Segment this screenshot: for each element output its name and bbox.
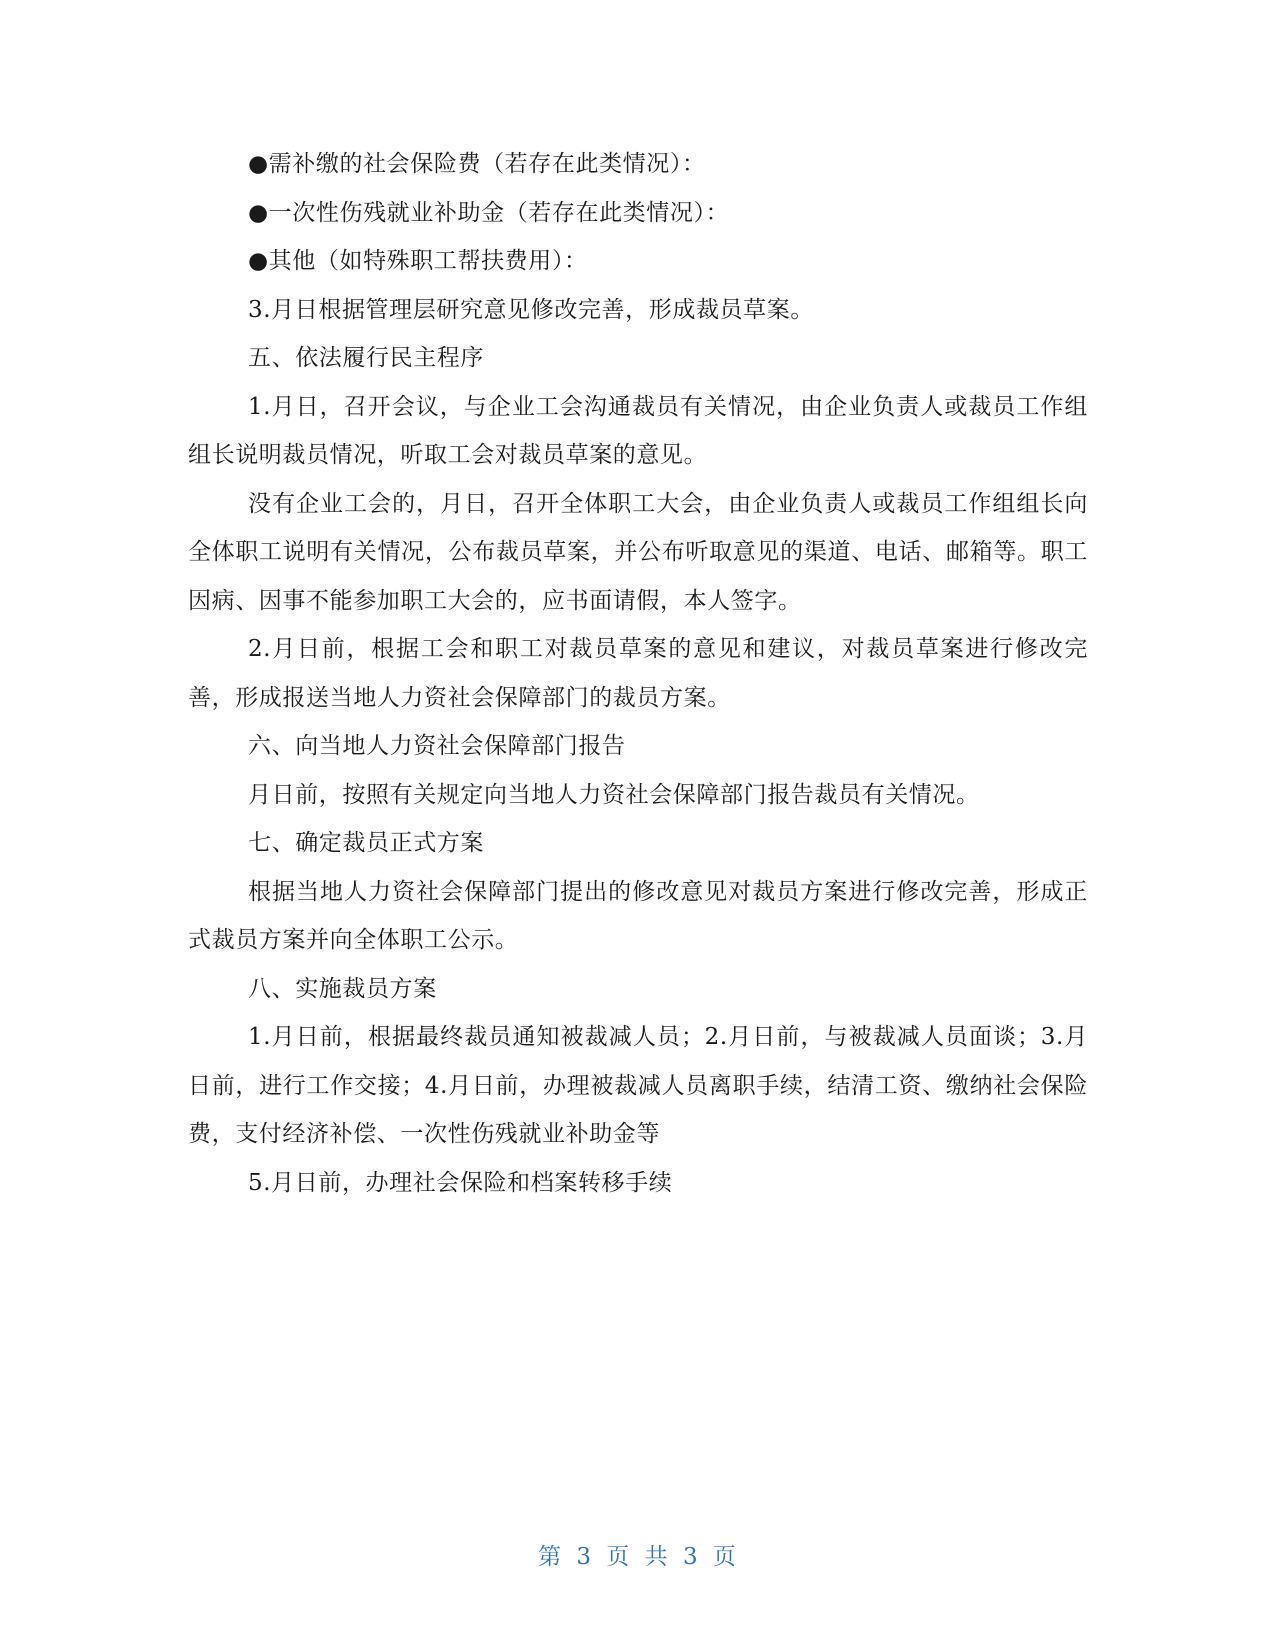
paragraph-final-plan-publication: 根据当地人力资社会保障部门提出的修改意见对裁员方案进行修改完善，形成正式裁员方案并向全体职工公示。: [188, 878, 1088, 953]
document-body: [188, 140, 1088, 1207]
footer-suffix: 页: [712, 1544, 737, 1570]
section-heading-implementation: 八、实施裁员方案: [248, 975, 437, 1002]
footer-prefix: 第: [538, 1544, 563, 1570]
footer-mid: 页 共: [606, 1544, 669, 1570]
section-heading-final-plan: 七、确定裁员正式方案: [248, 830, 484, 856]
section-heading-report-to-authority: 六、向当地人力资社会保障部门报告: [248, 733, 626, 759]
paragraph-insurance-transfer: 5.月日前，办理社会保险和档案转移手续: [248, 1169, 673, 1196]
paragraph-other-costs: ●其他（如特殊职工帮扶费用）：: [248, 248, 588, 274]
paragraph-social-insurance-arrears: ●需补缴的社会保险费（若存在此类情况）：: [248, 151, 706, 177]
paragraph-disability-subsidy: ●一次性伤残就业补助金（若存在此类情况）：: [248, 199, 730, 226]
paragraph-union-meeting: 1.月日，召开会议，与企业工会沟通裁员有关情况，由企业负责人或裁员工作组组长说明裁员情况，听取工会对裁员草案的意见。: [188, 393, 1088, 468]
footer-total-pages: 3: [682, 1544, 699, 1570]
paragraph-report-deadline: 月日前，按照有关规定向当地人力资社会保障部门报告裁员有关情况。: [248, 781, 980, 808]
paragraph-draft-formation: 3.月日根据管理层研究意见修改完善，形成裁员草案。: [248, 296, 814, 323]
section-heading-democratic-procedure: 五、依法履行民主程序: [248, 345, 484, 371]
footer-current-page: 3: [576, 1544, 593, 1570]
paragraph-staff-assembly: 没有企业工会的，月日，召开全体职工大会，由企业负责人或裁员工作组组长向全体职工说明有关情况，公布裁员草案，并公布听取意见的渠道、电话、邮箱等。职工因病、因事不能参加职工大会的，应书面请假，本人签字。: [188, 490, 1088, 614]
paragraph-implementation-steps: 1.月日前，根据最终裁员通知被裁减人员；2.月日前，与被裁减人员面谈；3.月日前，进行工作交接；4.月日前，办理被裁减人员离职手续，结清工资、缴纳社会保险费，支付经济补偿、一次性伤残就业补助金等: [188, 1024, 1088, 1147]
paragraph-draft-revision: 2.月日前，根据工会和职工对裁员草案的意见和建议，对裁员草案进行修改完善，形成报送当地人力资社会保障部门的裁员方案。: [188, 636, 1088, 711]
page-footer: [0, 1538, 1275, 1571]
